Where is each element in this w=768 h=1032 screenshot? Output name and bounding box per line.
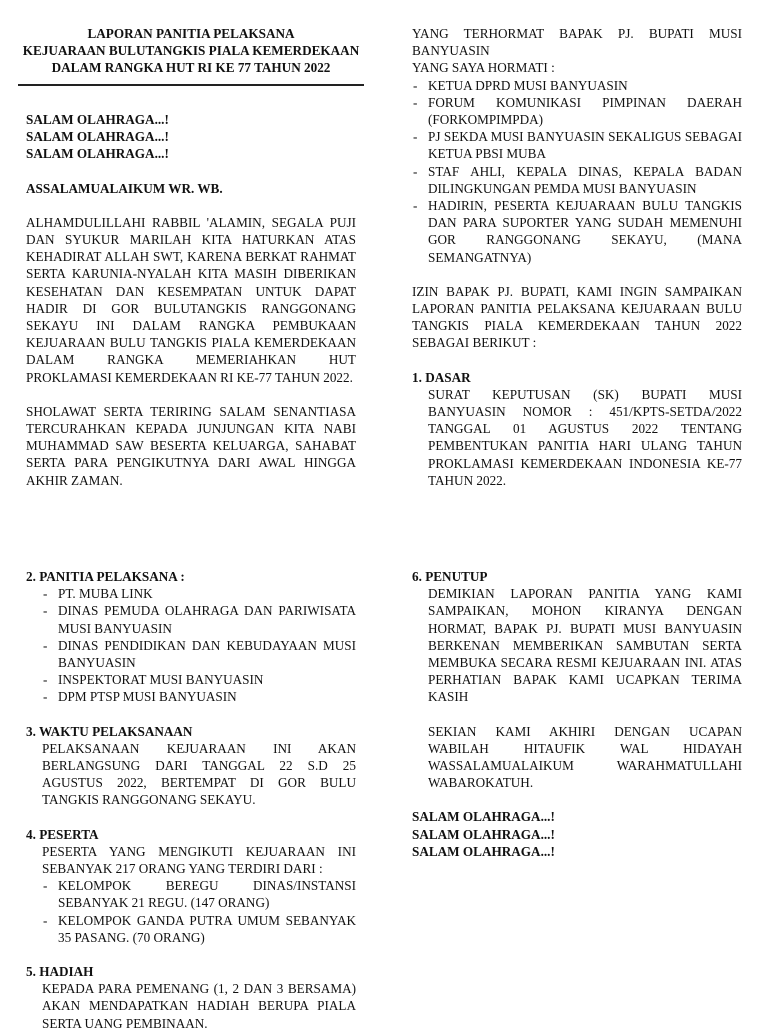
list-item: - PJ SEKDA MUSI BANYUASIN SEKALIGUS SEBAGAI KETUA PBSI MUBA	[412, 128, 742, 162]
list-item: - FORUM KOMUNIKASI PIMPINAN DAERAH (FORKOMPIMPDA)	[412, 94, 742, 128]
list-item: - KELOMPOK BEREGU DINAS/INSTANSI SEBANYAK 21 REGU. (147 ORANG)	[42, 877, 356, 911]
salam-line: SALAM OLAHRAGA...!	[412, 809, 555, 825]
greeting-top: YANG TERHORMAT BAPAK PJ. BUPATI MUSI BANYUASIN	[412, 26, 742, 59]
section-hadiah-body: KEPADA PARA PEMENANG (1, 2 DAN 3 BERSAMA) AKAN MENDAPATKAN HADIAH BERUPA PIALA SERTA UANG PEMBINAAN.	[42, 981, 356, 1031]
section-penutup-closing: SEKIAN KAMI AKHIRI DENGAN UCAPAN WABILAH HITAUFIK WAL HIDAYAH WASSALAMUALAIKUM WARAHMATULLAHI WABAROKATUH.	[428, 723, 742, 791]
salam-opening	[26, 111, 356, 163]
section-waktu-title: 3. WAKTU PELAKSANAAN	[26, 723, 193, 739]
list-item: - KELOMPOK GANDA PUTRA UMUM SEBANYAK 35 PASANG. (70 ORANG)	[42, 912, 356, 946]
panitia-list	[26, 585, 356, 705]
peserta-list	[26, 877, 356, 946]
section-peserta-body: PESERTA YANG MENGIKUTI KEJUARAAN INI SEBANYAK 217 ORANG YANG TERDIRI DARI :	[42, 843, 356, 877]
section-hadiah-title: 5. HADIAH	[26, 964, 94, 980]
section-peserta-title: 4. PESERTA	[26, 826, 99, 842]
section-penutup-body: DEMIKIAN LAPORAN PANITIA YANG KAMI SAMPAIKAN, MOHON KIRANYA DENGAN HORMAT, BAPAK PJ. BUPATI MUSI BANYUASIN BERKENAN MEMBERIKAN SAMBUTAN SERTA MEMBUKA SECARA RESMI KEJUARAAN INI. ATAS PERHATIAN BAPAK KAMI UCAPKAN TERIMA KASIH	[428, 586, 742, 705]
salam-closing	[412, 808, 742, 860]
izin-paragraph: IZIN BAPAK PJ. BUPATI, KAMI INGIN SAMPAIKAN LAPORAN PANITIA PELAKSANA KEJUARAAN BULU TANGKIS PIALA KEMERDEKAAN TAHUN 2022 SEBAGAI BERIKUT :	[412, 283, 742, 351]
closing-column	[412, 568, 742, 860]
list-item: - DINAS PENDIDIKAN DAN KEBUDAYAAN MUSI BANYUASIN	[42, 637, 356, 671]
salam-line: SALAM OLAHRAGA...!	[26, 112, 169, 127]
list-item: - STAF AHLI, KEPALA DINAS, KEPALA BADAN DILINGKUNGAN PEMDA MUSI BANYUASIN	[412, 163, 742, 197]
salam-line: SALAM OLAHRAGA...!	[412, 826, 555, 842]
section-penutup-title: 6. PENUTUP	[412, 569, 488, 584]
opening-column	[26, 111, 356, 489]
sections-column	[26, 568, 356, 1032]
header-event-line: DALAM RANGKA HUT RI KE 77 TAHUN 2022	[51, 60, 331, 75]
salam-line: SALAM OLAHRAGA...!	[412, 843, 555, 859]
list-item: - DPM PTSP MUSI BANYUASIN	[42, 688, 356, 705]
section-panitia-title: 2. PANITIA PELAKSANA :	[26, 569, 185, 584]
opening-paragraph: ALHAMDULILLAHI RABBIL 'ALAMIN, SEGALA PUJI DAN SYUKUR MARILAH KITA HATURKAN ATAS KEHADIRAT ALLAH SWT, KARENA BERKAT RAHMAT SERTA KARUNIA-NYALAH KITA MASIH DIBERIKAN KESEHATAN DAN KESEMPATAN UNTUK DAPAT HADIR DI GOR BULUTANGKIS RANGGONANG SEKAYU INI DALAM RANGKA PEMBUKAAN KEJUARAAN BULU TANGKIS PIALA KEMERDEKAAN DALAM RANGKA MEMERIAHKAN HUT PROKLAMASI KEMERDEKAAN RI KE-77 TAHUN 2022.	[26, 214, 356, 385]
assalamualaikum: ASSALAMUALAIKUM WR. WB.	[26, 180, 223, 196]
honoree-list	[412, 77, 742, 266]
header-title: LAPORAN PANITIA PELAKSANA	[87, 26, 295, 41]
section-dasar-body: SURAT KEPUTUSAN (SK) BUPATI MUSI BANYUASIN NOMOR : 451/KPTS-SETDA/2022 TANGGAL 01 AGUSTUS 2022 TENTANG PEMBENTUKAN PANITIA HARI ULANG TAHUN PROKLAMASI KEMERDEKAAN INDONESIA KE-77 TAHUN 2022.	[428, 386, 742, 488]
salam-line: SALAM OLAHRAGA...!	[26, 146, 169, 162]
list-item: - DINAS PEMUDA OLAHRAGA DAN PARIWISATA MUSI BANYUASIN	[42, 602, 356, 636]
header-divider	[18, 84, 364, 86]
list-item: - HADIRIN, PESERTA KEJUARAAN BULU TANGKIS DAN PARA SUPORTER YANG SUDAH MEMENUHI GOR RANGGONANG SEKAYU, (MANA SEMANGATNYA)	[412, 197, 742, 266]
greeting-column	[412, 25, 742, 489]
sholawat-paragraph: SHOLAWAT SERTA TERIRING SALAM SENANTIASA TERCURAHKAN KEPADA JUNJUNGAN KITA NABI MUHAMMAD SAW BESERTA KELUARGA, SAHABAT SERTA PARA PENGIKUTNYA DARI AWAL HINGGA AKHIR ZAMAN.	[26, 403, 356, 488]
section-dasar-title: 1. DASAR	[412, 369, 471, 385]
list-item: - INSPEKTORAT MUSI BANYUASIN	[42, 671, 356, 688]
report-header	[18, 25, 364, 76]
header-subtitle: KEJUARAAN BULUTANGKIS PIALA KEMERDEKAAN	[22, 43, 360, 58]
salam-line: SALAM OLAHRAGA...!	[26, 129, 169, 145]
section-waktu-body: PELAKSANAAN KEJUARAAN INI AKAN BERLANGSUNG DARI TANGGAL 22 S.D 25 AGUSTUS 2022, BERTEMPAT DI GOR BULU TANGKIS RANGGONANG SEKAYU.	[42, 740, 356, 808]
list-item: - KETUA DPRD MUSI BANYUASIN	[412, 77, 742, 94]
greeting-sub: YANG SAYA HORMATI :	[412, 60, 555, 76]
list-item: - PT. MUBA LINK	[42, 585, 356, 602]
